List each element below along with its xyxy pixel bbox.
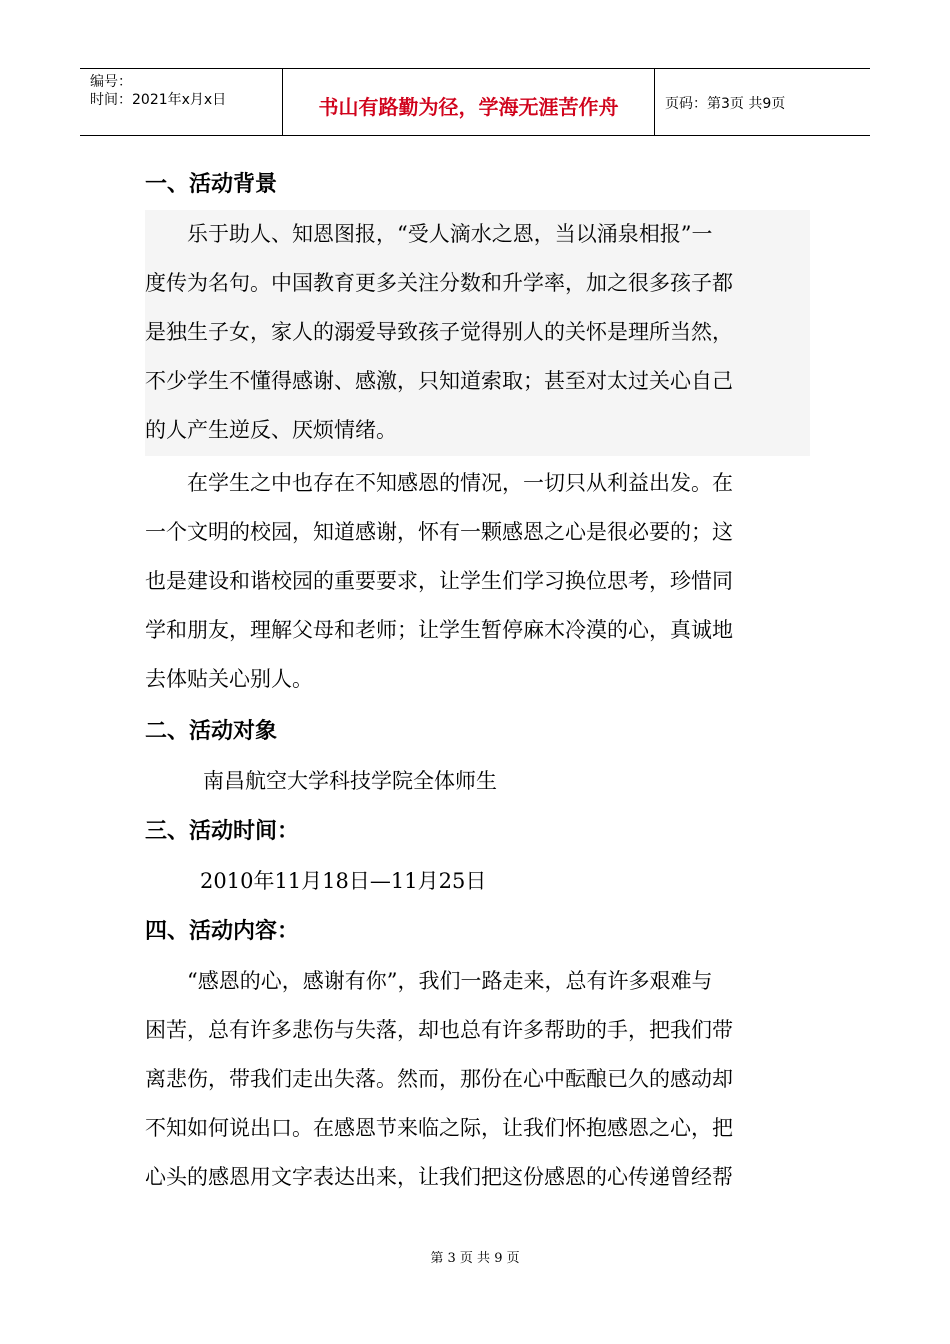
document-number-label: 编号： — [90, 74, 132, 90]
page-header — [80, 68, 870, 136]
header-page-code: 页码：第3页 共9页 — [665, 96, 786, 112]
background-paragraph-1 — [145, 210, 810, 456]
header-page-cell — [655, 69, 870, 135]
header-motto: 书山有路勤为径，学海无涯苦作舟 — [318, 95, 619, 119]
paragraph-line: 学和朋友，理解父母和老师；让学生暂停麻木冷漠的心，真诚地 — [145, 618, 733, 642]
target-audience-text: 南昌航空大学科技学院全体师生 — [203, 769, 497, 793]
paragraph-line: 是独生子女，家人的溺爱导致孩子觉得别人的关怀是理所当然， — [145, 320, 733, 344]
paragraph-line: 的人产生逆反、厌烦情绪。 — [145, 418, 397, 442]
paragraph-line: 去体贴关心别人。 — [145, 667, 313, 691]
background-paragraph-2 — [145, 459, 810, 704]
section-heading-target: 二、活动对象 — [145, 719, 278, 744]
paragraph-line: 一个文明的校园，知道感谢，怀有一颗感恩之心是很必要的；这 — [145, 520, 733, 544]
activity-time-text: 2010年11月18日—11月25日 — [200, 869, 487, 893]
paragraph-line: 困苦，总有许多悲伤与失落，却也总有许多帮助的手，把我们带 — [145, 1018, 733, 1042]
paragraph-line: 也是建设和谐校园的重要要求，让学生们学习换位思考，珍惜同 — [145, 569, 733, 593]
paragraph-line: 不知如何说出口。在感恩节来临之际，让我们怀抱感恩之心，把 — [145, 1116, 733, 1140]
paragraph-line: 离悲伤，带我们走出失落。然而，那份在心中酝酿已久的感动却 — [145, 1067, 733, 1091]
page-footer: 第 3 页 共 9 页 — [430, 1251, 520, 1266]
header-motto-cell — [283, 69, 655, 135]
section-heading-time: 三、活动时间： — [145, 819, 300, 844]
content-paragraph-1 — [145, 957, 810, 1202]
header-left-cell — [80, 69, 283, 135]
document-date-label: 时间：2021年x月x日 — [90, 92, 227, 108]
paragraph-line: “感恩的心，感谢有你”，我们一路走来，总有许多艰难与 — [187, 969, 713, 993]
section-heading-content: 四、活动内容： — [145, 919, 300, 944]
section-heading-background: 一、活动背景 — [145, 172, 278, 197]
paragraph-line: 不少学生不懂得感谢、感激，只知道索取；甚至对太过关心自己 — [145, 369, 733, 393]
paragraph-line: 度传为名句。中国教育更多关注分数和升学率，加之很多孩子都 — [145, 271, 733, 295]
paragraph-line: 乐于助人、知恩图报，“受人滴水之恩，当以涌泉相报”一 — [187, 222, 713, 246]
paragraph-line: 心头的感恩用文字表达出来，让我们把这份感恩的心传递曾经帮 — [145, 1165, 733, 1189]
paragraph-line: 在学生之中也存在不知感恩的情况，一切只从利益出发。在 — [187, 471, 733, 495]
